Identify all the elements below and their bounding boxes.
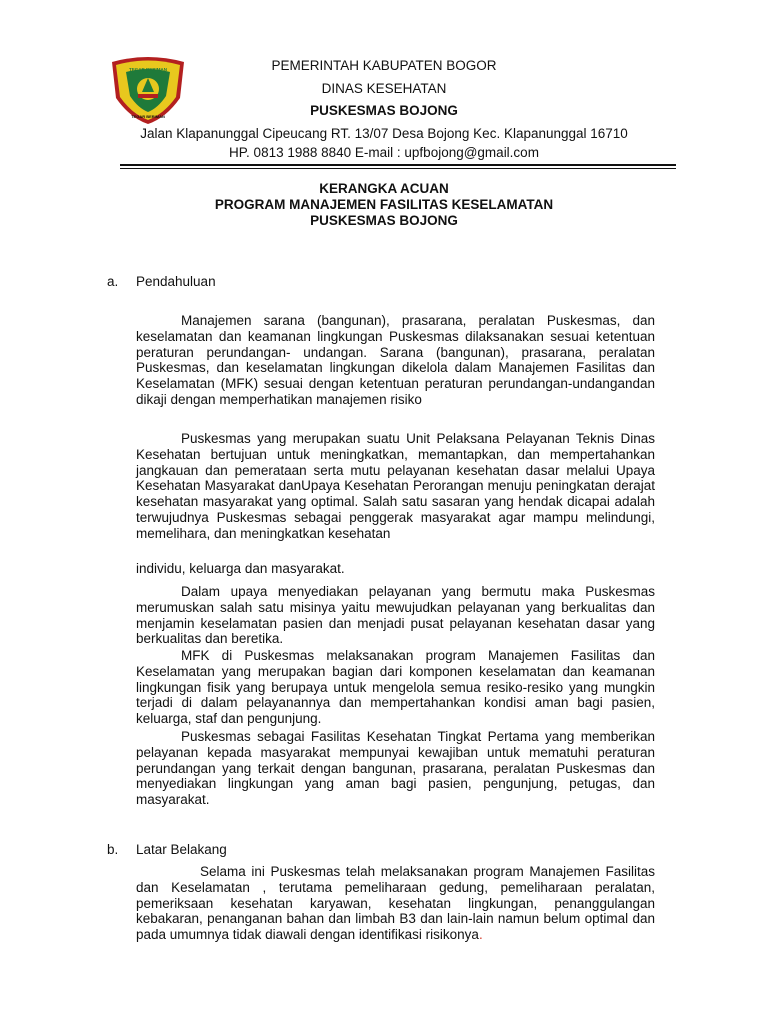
section-a-paragraph-4: MFK di Puskesmas melaksanakan program Manajemen Fasilitas dan Keselamatan yang merupakan bagian dari komponen keselamatan dan keamanan lingkungan fisik yang berupaya untuk mengelola semua resiko-resiko yang mungkin terjadi di dalam pelayanannya dan mempertahankan kondisi aman bagi pasien, keluarga, staf dan pengunjung.: [136, 648, 655, 727]
section-b-paragraph-1: [136, 864, 655, 943]
document-title-line1: KERANGKA ACUAN: [319, 181, 449, 196]
letterhead-divider-thin: [120, 168, 676, 169]
section-b-paragraph-1-text: Selama ini Puskesmas telah melaksanakan program Manajemen Fasilitas dan Keselamatan , terutama pemeliharaan gedung, pemeliharaan peralatan, pemeriksaan kesehatan karyawan, kesehatan lingkungan, penanggulangan kebakaran, penanganan bahan dan limbah B3 dan lain-lain namun belum optimal dan pada umumnya tidak diawali dengan identifikasi risikonya: [136, 864, 655, 943]
government-name: PEMERINTAH KABUPATEN BOGOR: [271, 58, 497, 73]
logo-motto-top: TEGAR BERIMAN: [129, 67, 167, 72]
section-a-paragraph-1: Manajemen sarana (bangunan), prasarana, peralatan Puskesmas, dan keselamatan dan keamanan lingkungan Puskesmas dilaksanakan sesuai ketentuan peraturan perundangan- undangan. Sarana (bangunan), prasarana, peralatan Puskesmas, dan keselamatan lingkungan dikelola dalam Manajemen Fasilitas dan Keselamatan (MFK) sesuai dengan ketentuan peraturan perundangan-undangandan dikaji dengan memperhatikan manajemen risiko: [136, 313, 655, 407]
section-a-heading: Pendahuluan: [136, 274, 216, 289]
institution-name: PUSKESMAS BOJONG: [310, 103, 458, 118]
address: Jalan Klapanunggal Cipeucang RT. 13/07 Desa Bojong Kec. Klapanunggal 16710: [140, 126, 628, 141]
section-a-paragraph-5: Puskesmas sebagai Fasilitas Kesehatan Tingkat Pertama yang memberikan pelayanan kepada masyarakat mempunyai kewajiban untuk mematuhi peraturan perundangan yang terkait dengan bangunan, prasarana, peralatan Puskesmas dan menyediakan lingkungan yang aman bagi pasien, pengunjung, petugas, dan masyarakat.: [136, 729, 655, 808]
section-a-paragraph-2-end: individu, keluarga dan masyarakat.: [136, 561, 345, 576]
section-a-letter: a.: [107, 274, 119, 289]
section-a-paragraph-2: Puskesmas yang merupakan suatu Unit Pelaksana Pelayanan Teknis Dinas Kesehatan bertujuan untuk meningkatkan, memantapkan, dan mempertahankan jangkauan dan pemerataan serta mutu pelayanan kesehatan dasar melalui Upaya Kesehatan Masyarakat danUpaya Kesehatan Perorangan menuju peningkatan derajat kesehatan masyarakat yang optimal. Salah satu sasaran yang hendak dicapai adalah terwujudnya Puskesmas sebagai penggerak masyarakat agar mampu melindungi, memelihara, dan meningkatkan kesehatan: [136, 431, 655, 541]
section-b-paragraph-1-period: .: [478, 927, 483, 943]
letterhead-divider-thick: [120, 164, 676, 166]
department-name: DINAS KESEHATAN: [321, 81, 447, 96]
document-title-line2: PROGRAM MANAJEMEN FASILITAS KESELAMATAN: [214, 197, 554, 212]
section-b-heading: Latar Belakang: [136, 842, 227, 857]
section-b-letter: b.: [107, 842, 119, 857]
contact-info: HP. 0813 1988 8840 E-mail : upfbojong@gmail.com: [229, 145, 539, 160]
logo-motto-bottom: TEGAR BERIMAN: [131, 114, 165, 119]
section-a-paragraph-3: Dalam upaya menyediakan pelayanan yang bermutu maka Puskesmas merumuskan salah satu misinya yaitu mewujudkan pelayanan yang berkualitas dan menjamin keselamatan pasien dan menjadi pusat pelayanan kesehatan dasar yang berkualitas dan beretika.: [136, 584, 655, 647]
document-title-line3: PUSKESMAS BOJONG: [310, 213, 458, 228]
